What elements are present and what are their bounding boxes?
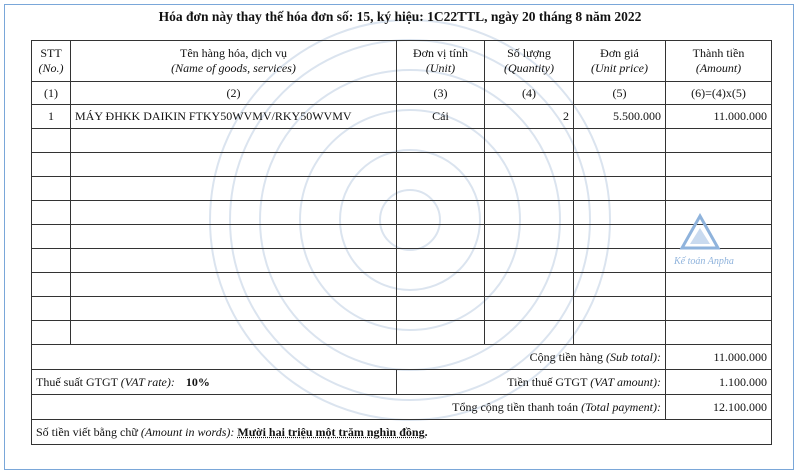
vat-row [32, 370, 772, 395]
vat-rate-value: 10% [185, 374, 210, 389]
subtotal-label: Cộng tiền hàng (Sub total): [32, 345, 666, 370]
item-quantity: 2 [485, 105, 574, 129]
item-amount: 11.000.000 [666, 105, 772, 129]
header-no: STT (No.) [32, 41, 71, 82]
subtotal-row [32, 345, 772, 370]
total-value: 12.100.000 [666, 395, 772, 420]
item-unit: Cái [397, 105, 485, 129]
item-no: 1 [32, 105, 71, 129]
empty-row [32, 225, 772, 249]
header-unit-price: Đơn giá (Unit price) [574, 41, 666, 82]
total-label: Tổng cộng tiền thanh toán (Total payment): [32, 395, 666, 420]
table-row [32, 105, 772, 129]
amount-words-row [32, 420, 772, 445]
ketoan-anpha-logo [672, 212, 752, 274]
table-header-row [32, 41, 772, 82]
invoice-replacement-title: Hóa đơn này thay thế hóa đơn số: 15, ký hiệu: 1C22TTL, ngày 20 tháng 8 năm 2022 [158, 9, 642, 24]
empty-row [32, 321, 772, 345]
header-amount: Thành tiền (Amount) [666, 41, 772, 82]
svg-text:Kế toán Anpha: Kế toán Anpha [674, 256, 734, 267]
item-name: MÁY ĐHKK DAIKIN FTKY50WVMV/RKY50WVMV [71, 105, 397, 129]
vat-rate-cell: Thuế suất GTGT (VAT rate): 10% [32, 370, 397, 395]
invoice-table [31, 40, 772, 445]
header-goods: Tên hàng hóa, dịch vụ (Name of goods, services) [71, 41, 397, 82]
empty-row [32, 297, 772, 321]
vat-amount-label: Tiền thuế GTGT (VAT amount): [397, 370, 666, 395]
empty-row [32, 249, 772, 273]
vat-amount-value: 1.100.000 [666, 370, 772, 395]
empty-row [32, 273, 772, 297]
header-unit: Đơn vị tính (Unit) [397, 41, 485, 82]
column-number-row: (1) (2) (3) (4) (5) (6)=(4)x(5) [32, 82, 772, 105]
total-row [32, 395, 772, 420]
subtotal-value: 11.000.000 [666, 345, 772, 370]
item-unit-price: 5.500.000 [574, 105, 666, 129]
empty-row [32, 129, 772, 153]
empty-row [32, 201, 772, 225]
empty-row [32, 177, 772, 201]
amount-words-cell: Số tiền viết bằng chữ (Amount in words): Mười hai triệu một trăm nghìn đồng. [32, 420, 772, 445]
header-quantity: Số lượng (Quantity) [485, 41, 574, 82]
amount-words-value: Mười hai triệu một trăm nghìn đồng. [237, 424, 428, 439]
empty-row [32, 153, 772, 177]
